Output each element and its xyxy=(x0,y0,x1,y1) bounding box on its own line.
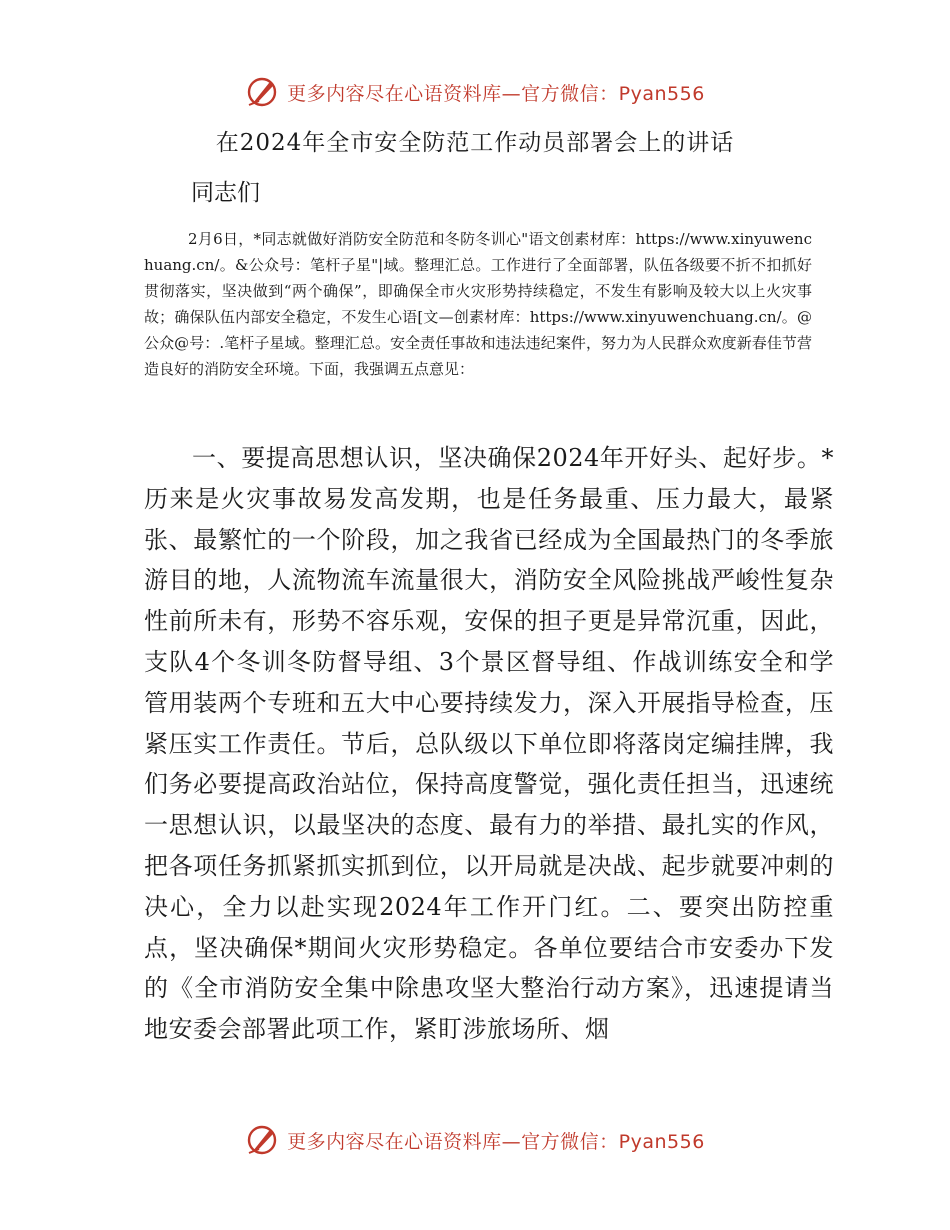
watermark-banner-bottom xyxy=(0,1120,950,1160)
body-paragraph: 一、要提高思想认识，坚决确保2024年开好头、起好步。*历来是火灾事故易发高发期，也是任务最重、压力最大，最紧张、最繁忙的一个阶段，加之我省已经成为全国最热门的冬季旅游目的地，人流物流车流量很大，消防安全风险挑战严峻性复杂性前所未有，形势不容乐观，安保的担子更是异常沉重，因此，支队4个冬训冬防督导组、3个景区督导组、作战训练安全和学管用装两个专班和五大中心要持续发力，深入开展指导检查，压紧压实工作责任。节后，总队级以下单位即将落岗定编挂牌，我们务必要提高政治站位，保持高度警觉，强化责任担当，迅速统一思想认识，以最坚决的态度、最有力的举措、最扎实的作风，把各项任务抓紧抓实抓到位，以开局就是决战、起步就要冲刺的决心，全力以赴实现2024年工作开门红。二、要突出防控重点，坚决确保*期间火灾形势稳定。各单位要结合市安委办下发的《全市消防安全集中除患攻坚大整治行动方案》，迅速提请当地安委会部署此项工作，紧盯涉旅场所、烟 xyxy=(144,444,834,1044)
salutation: 同志们 xyxy=(191,180,260,206)
watermark-text: 更多内容尽在心语资料库—官方微信：Pyan556 xyxy=(287,1130,705,1153)
quill-logo-icon xyxy=(245,75,279,109)
document-title: 在2024年全市安全防范工作动员部署会上的讲话 xyxy=(215,130,735,156)
intro-paragraph: 2月6日，*同志就做好消防安全防范和冬防冬训心"语文创素材库：https://www.xinyuwenchuang.cn/。&公众号：笔杆子星"|域。整理汇总。工作进行了全面部署，队伍各级要不折不扣抓好贯彻落实，坚决做到“两个确保”，即确保全市火灾形势持续稳定，不发生有影响及较大以上火灾事故；确保队伍内部安全稳定，不发生心语[文—创素材库：https://www.xinyuwenchuang.cn/。@公众@号：.笔杆子星域。整理汇总。安全责任事故和违法违纪案件，努力为人民群众欢度新春佳节营造良好的消防安全环境。下面，我强调五点意见： xyxy=(144,230,812,378)
watermark-text: 更多内容尽在心语资料库—官方微信：Pyan556 xyxy=(287,82,705,105)
watermark-banner-top xyxy=(0,72,950,112)
quill-logo-icon xyxy=(245,1123,279,1157)
